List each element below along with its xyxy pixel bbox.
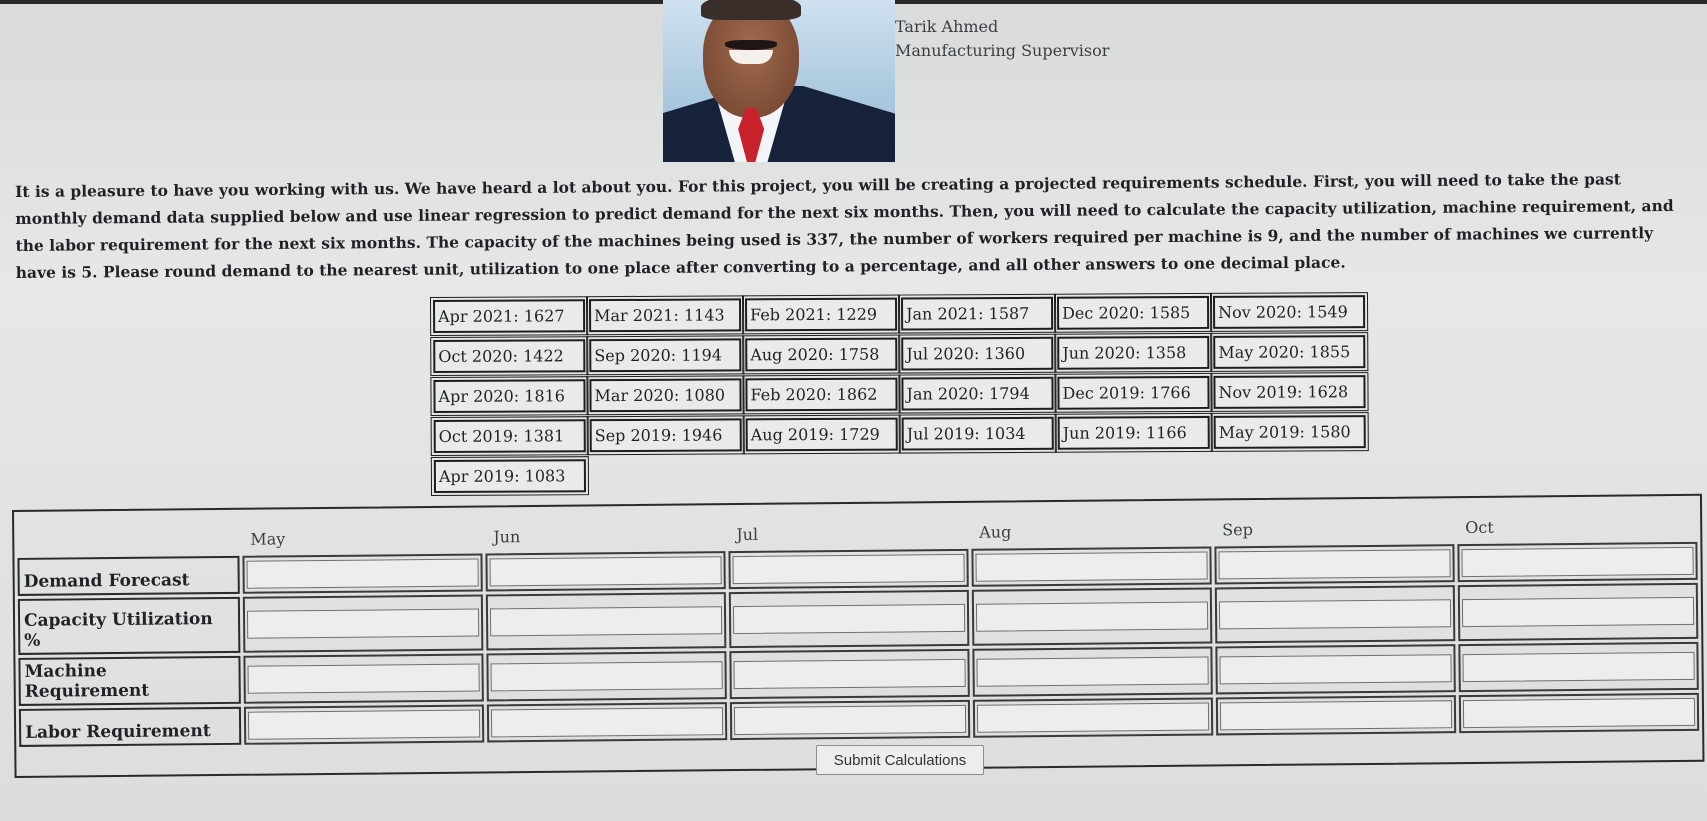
capacity-utilization-input[interactable] [1462, 597, 1694, 627]
capacity-utilization-input[interactable] [490, 606, 722, 636]
labor-requirement-input[interactable] [1220, 700, 1452, 730]
month-header: Aug [979, 522, 1012, 542]
demand-cell: Aug 2019: 1729 [746, 418, 898, 452]
demand-cell: Mar 2021: 1143 [589, 298, 741, 332]
demand-cell: Apr 2019: 1083 [434, 459, 586, 493]
demand-cell: Dec 2019: 1766 [1057, 376, 1209, 410]
capacity-utilization-input[interactable] [1219, 599, 1451, 629]
month-header: Sep [1222, 520, 1254, 540]
demand-cell: Oct 2020: 1422 [433, 339, 585, 373]
demand-cell: May 2020: 1855 [1213, 335, 1365, 369]
requirements-schedule-table [12, 494, 1704, 778]
demand-cell: Nov 2020: 1549 [1213, 295, 1365, 329]
capacity-utilization-input[interactable] [733, 604, 965, 634]
month-header: May [250, 529, 286, 549]
demand-cell: Jan 2021: 1587 [901, 297, 1053, 331]
demand-cell: Apr 2021: 1627 [433, 299, 585, 333]
demand-cell: Jun 2019: 1166 [1058, 416, 1210, 450]
demand-data-grid [433, 295, 1366, 493]
row-label-labor-requirement: Labor Requirement [19, 707, 241, 747]
labor-requirement-input[interactable] [977, 703, 1209, 733]
demand-cell: May 2019: 1580 [1214, 415, 1366, 449]
demand-forecast-input[interactable] [246, 559, 478, 589]
labor-requirement-input[interactable] [734, 705, 966, 735]
supervisor-name: Tarik Ahmed [895, 17, 999, 36]
demand-cell: Jan 2020: 1794 [901, 377, 1053, 411]
demand-cell: Jul 2019: 1034 [902, 417, 1054, 451]
month-header: Jul [736, 524, 759, 545]
submit-calculations-button[interactable]: Submit Calculations [816, 745, 984, 775]
machine-requirement-input[interactable] [976, 657, 1208, 687]
capacity-utilization-input[interactable] [976, 602, 1208, 632]
demand-cell: Aug 2020: 1758 [745, 338, 897, 372]
machine-requirement-input[interactable] [248, 664, 480, 694]
labor-requirement-input[interactable] [1463, 698, 1695, 728]
supervisor-title: Manufacturing Supervisor [895, 41, 1110, 60]
labor-requirement-input[interactable] [248, 710, 480, 740]
demand-forecast-input[interactable] [732, 554, 964, 584]
demand-cell: Jun 2020: 1358 [1057, 336, 1209, 370]
machine-requirement-input[interactable] [733, 659, 965, 689]
row-label-machine-requirement: Machine Requirement [18, 656, 240, 706]
capacity-utilization-input[interactable] [247, 609, 479, 639]
demand-cell: Sep 2020: 1194 [589, 338, 741, 372]
demand-cell: Apr 2020: 1816 [433, 379, 585, 413]
demand-cell: Mar 2020: 1080 [589, 378, 741, 412]
demand-cell: Oct 2019: 1381 [434, 419, 586, 453]
instructions-paragraph: It is a pleasure to have you working with us. We have heard a lot about you. For this project, you will be creating a projected requirements schedule. First, you will need to take the past monthly demand data supplied below and use linear regression to predict demand for the next six months. Then, you will need to calculate the capacity utilization, machine requirement, and the labor requirement for the next six months. The capacity of the machines being used is 337, the number of workers required per machine is 9, and the number of machines we currently have is 5. Please round demand to the nearest unit, utilization to one place after converting to a percentage, and all other answers to one decimal place. [15, 169, 1674, 282]
demand-forecast-input[interactable] [489, 556, 721, 586]
demand-cell: Sep 2019: 1946 [590, 418, 742, 452]
row-label-demand-forecast: Demand Forecast [17, 556, 239, 596]
month-header: Oct [1465, 517, 1494, 538]
machine-requirement-input[interactable] [1462, 652, 1694, 682]
demand-forecast-input[interactable] [1461, 547, 1693, 577]
demand-cell: Jul 2020: 1360 [901, 337, 1053, 371]
row-label-capacity-utilization: Capacity Utilization % [18, 597, 241, 655]
demand-cell: Nov 2019: 1628 [1213, 375, 1365, 409]
machine-requirement-input[interactable] [1219, 654, 1451, 684]
demand-forecast-input[interactable] [1218, 549, 1450, 579]
demand-forecast-input[interactable] [975, 552, 1207, 582]
corner-header [17, 513, 239, 555]
demand-cell: Feb 2021: 1229 [745, 298, 897, 332]
demand-cell: Dec 2020: 1585 [1057, 296, 1209, 330]
supervisor-photo [663, 0, 895, 162]
demand-cell: Feb 2020: 1862 [745, 378, 897, 412]
month-header: Jun [493, 527, 521, 547]
labor-requirement-input[interactable] [491, 707, 723, 737]
machine-requirement-input[interactable] [490, 661, 722, 691]
